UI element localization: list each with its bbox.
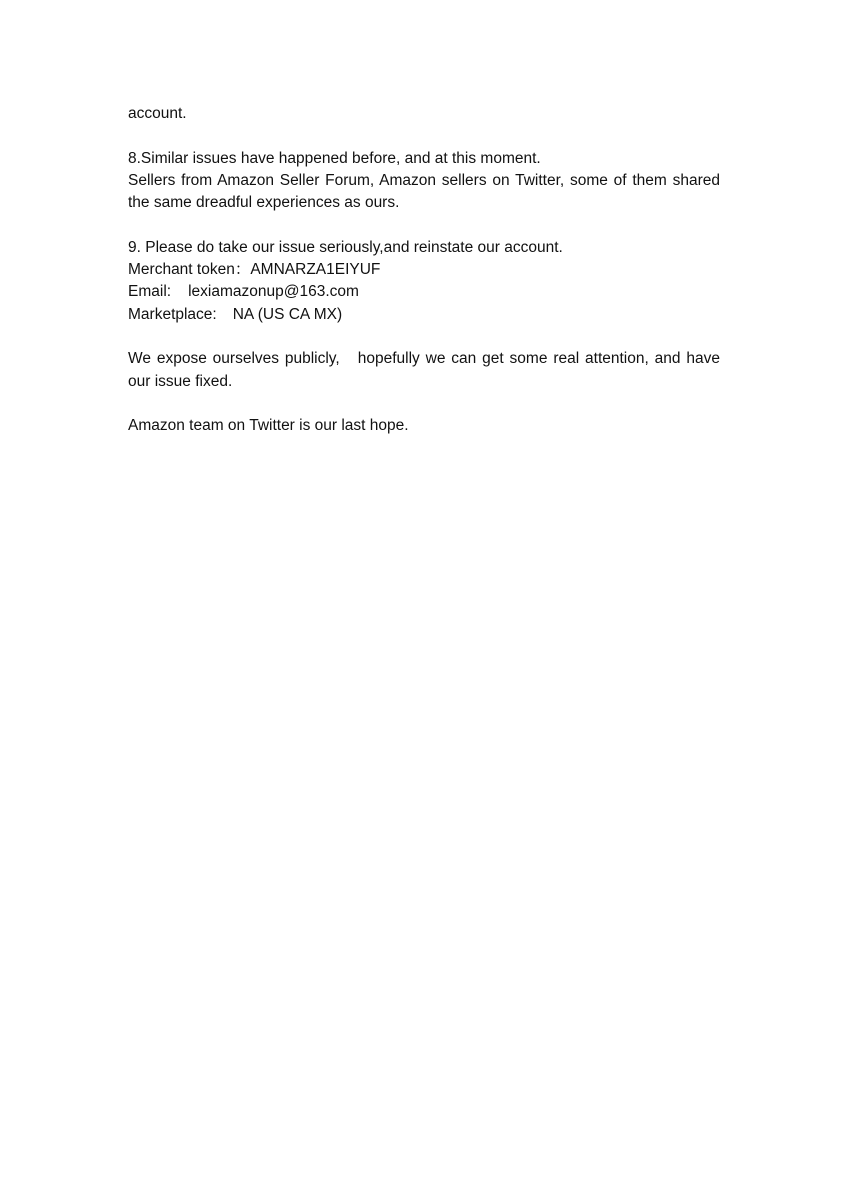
- email-label: Email:: [128, 283, 172, 301]
- email-line: [128, 281, 720, 303]
- merchant-token-label: Merchant token：: [128, 261, 251, 279]
- text-line: Sellers from Amazon Seller Forum, Amazon sellers on Twitter, some of them shared: [128, 171, 720, 189]
- text-line: our issue fixed.: [128, 372, 233, 390]
- paragraph-reinstate: [128, 237, 720, 326]
- paragraph-expose: [128, 348, 720, 393]
- merchant-token-value: AMNARZA1EIYUF: [250, 261, 381, 279]
- email-value: lexiamazonup@163.com: [188, 283, 359, 301]
- paragraph-last-hope: [128, 415, 720, 437]
- text-line: 8.Similar issues have happened before, and at this moment.: [128, 149, 541, 167]
- paragraph-similar-issues: [128, 148, 720, 215]
- marketplace-line: [128, 304, 720, 326]
- marketplace-label: Marketplace:: [128, 305, 217, 323]
- document-body: [128, 103, 720, 460]
- text-line: the same dreadful experiences as ours.: [128, 194, 400, 212]
- text-line: account.: [128, 105, 187, 122]
- marketplace-value: NA (US CA MX): [232, 305, 343, 323]
- text-fragment: hopefully we can get some real attention, and have: [357, 350, 720, 368]
- text-line: 9. Please do take our issue seriously,and reinstate our account.: [128, 238, 563, 256]
- text-line: [128, 348, 720, 370]
- paragraph-account: [128, 103, 720, 125]
- text-line: Amazon team on Twitter is our last hope.: [128, 417, 409, 435]
- merchant-token-line: [128, 259, 720, 281]
- text-fragment: We expose ourselves publicly,: [128, 350, 340, 368]
